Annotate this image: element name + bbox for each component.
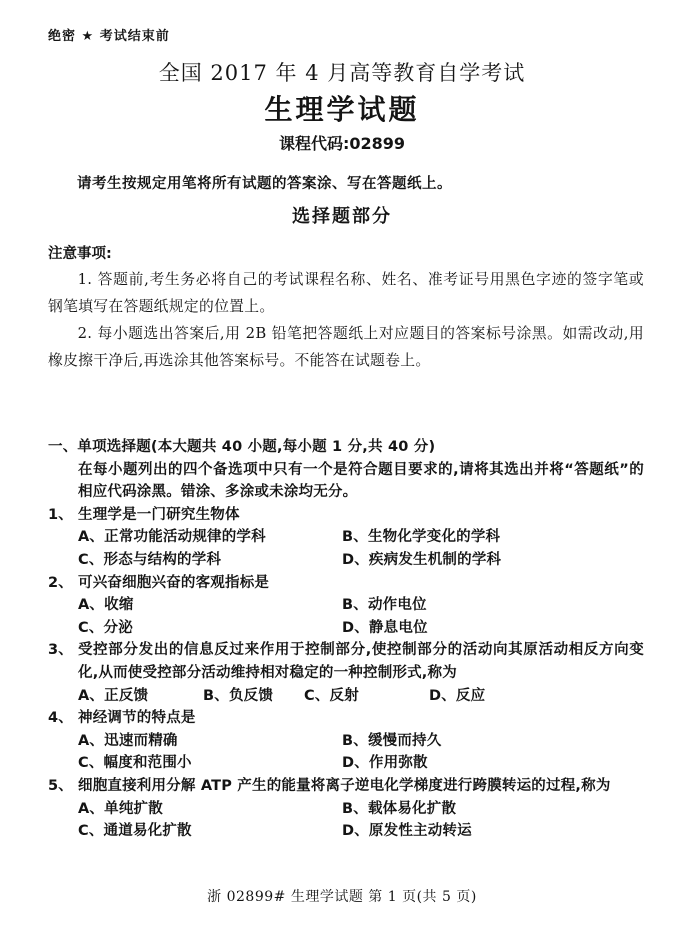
option-b: B、生物化学变化的学科 bbox=[342, 529, 501, 546]
pen-instruction: 请考生按规定用笔将所有试题的答案涂、写在答题纸上。 bbox=[77, 176, 452, 192]
question-4 bbox=[48, 707, 644, 775]
option-c: C、分泌 bbox=[78, 619, 133, 636]
option-a: A、正反馈 bbox=[78, 687, 149, 704]
question-stem: 受控部分发出的信息反过来作用于控制部分,使控制部分的活动向其原活动相反方向变化,从而使受控部分活动维持相对稳定的一种控制形式,称为 bbox=[78, 642, 644, 681]
exam-title-subject: 生理学试题 bbox=[264, 93, 420, 126]
notice-item-1: 1. 答题前,考生务必将自己的考试课程名称、姓名、准考证号用黑色字迹的签字笔或钢笔填写在答题纸规定的位置上。 bbox=[48, 271, 644, 315]
question-stem: 细胞直接利用分解 ATP 产生的能量将离子逆电化学梯度进行跨膜转运的过程,称为 bbox=[78, 777, 611, 794]
part1-note: 在每小题列出的四个备选项中只有一个是符合题目要求的,请将其选出并将“答题纸”的相应代码涂黑。错涂、多涂或未涂均无分。 bbox=[78, 461, 644, 501]
option-a: A、迅速而精确 bbox=[78, 732, 178, 749]
classification-label: 绝密 ★ 考试结束前 bbox=[48, 29, 170, 44]
option-b: B、负反馈 bbox=[203, 687, 274, 704]
option-a: A、收缩 bbox=[78, 597, 134, 614]
notice-item-2: 2. 每小题选出答案后,用 2B 铅笔把答题纸上对应题目的答案标号涂黑。如需改动,用橡皮擦干净后,再选涂其他答案标号。不能答在试题卷上。 bbox=[48, 325, 644, 369]
option-d: D、静息电位 bbox=[342, 619, 428, 636]
option-b: B、缓慢而持久 bbox=[342, 732, 442, 749]
exam-title-line1: 全国 2017 年 4 月高等教育自学考试 bbox=[158, 61, 526, 85]
question-stem: 神经调节的特点是 bbox=[78, 710, 196, 727]
option-d: D、原发性主动转运 bbox=[342, 823, 472, 840]
question-3 bbox=[48, 639, 644, 707]
page-footer: 浙 02899# 生理学试题 第 1 页(共 5 页) bbox=[207, 889, 477, 905]
question-number: 5、 bbox=[48, 777, 73, 794]
option-a: A、正常功能活动规律的学科 bbox=[78, 529, 266, 546]
option-c: C、形态与结构的学科 bbox=[78, 551, 222, 568]
option-b: B、载体易化扩散 bbox=[342, 800, 457, 817]
option-a: A、单纯扩散 bbox=[78, 800, 163, 817]
option-d: D、反应 bbox=[429, 687, 486, 704]
question-stem: 可兴奋细胞兴奋的客观指标是 bbox=[78, 574, 270, 591]
question-5 bbox=[48, 775, 644, 843]
option-b: B、动作电位 bbox=[342, 597, 427, 614]
question-number: 4、 bbox=[48, 710, 73, 727]
question-2 bbox=[48, 572, 644, 640]
option-d: D、疾病发生机制的学科 bbox=[342, 551, 502, 568]
question-1 bbox=[48, 504, 644, 572]
notice-title: 注意事项: bbox=[48, 246, 112, 262]
question-number: 2、 bbox=[48, 574, 73, 591]
notice-block bbox=[48, 242, 644, 374]
section-title: 选择题部分 bbox=[292, 206, 392, 227]
option-c: C、反射 bbox=[304, 687, 359, 704]
option-c: C、幅度和范围小 bbox=[78, 755, 192, 772]
option-d: D、作用弥散 bbox=[342, 755, 428, 772]
single-choice-section bbox=[48, 436, 644, 843]
question-number: 1、 bbox=[48, 506, 73, 523]
course-code: 课程代码:02899 bbox=[278, 134, 406, 153]
part1-heading: 一、单项选择题(本大题共 40 小题,每小题 1 分,共 40 分) bbox=[48, 439, 436, 455]
option-c: C、通道易化扩散 bbox=[78, 823, 192, 840]
question-stem: 生理学是一门研究生物体 bbox=[78, 506, 240, 523]
question-number: 3、 bbox=[48, 642, 73, 659]
